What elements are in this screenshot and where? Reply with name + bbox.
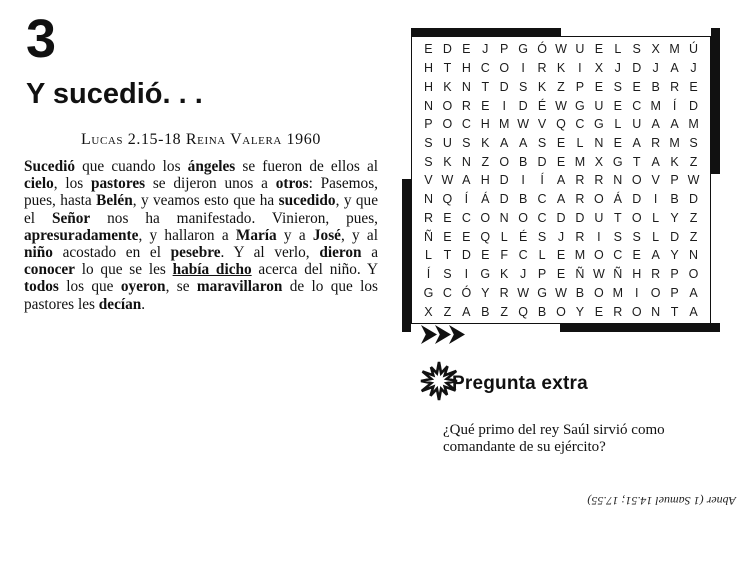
extra-question <box>443 422 665 455</box>
grid-letter: I <box>578 61 582 76</box>
grid-letter: V <box>424 173 433 188</box>
grid-letter: D <box>537 154 547 169</box>
grid-letter: O <box>480 210 491 225</box>
passage-segment: había dicho <box>172 261 252 279</box>
grid-letter: O <box>688 267 699 282</box>
grid-letter: K <box>556 61 566 76</box>
grid-letter: X <box>651 42 660 57</box>
grid-letter: B <box>651 79 660 94</box>
grid-letter: C <box>442 285 452 300</box>
grid-letter: D <box>575 210 585 225</box>
grid-letter: S <box>613 79 622 94</box>
grid-letter: W <box>555 42 567 57</box>
passage-segment: : Pasemos, pues, hasta <box>24 175 378 210</box>
grid-letter: N <box>651 304 661 319</box>
grid-letter: W <box>555 285 567 300</box>
passage-segment: dieron <box>319 244 362 262</box>
grid-letter: Z <box>443 304 452 319</box>
grid-letter: M <box>612 285 623 300</box>
grid-letter: K <box>537 79 547 94</box>
grid-letter: N <box>423 98 433 113</box>
grid-letter: O <box>593 285 604 300</box>
passage-segment: pesebre <box>170 244 221 262</box>
grid-letter: Y <box>481 285 490 300</box>
grid-letter: D <box>670 229 680 244</box>
grid-letter: B <box>575 285 585 300</box>
grid-letter: H <box>423 79 433 94</box>
grid-letter: T <box>481 79 490 94</box>
passage-segment: , y al <box>340 226 378 244</box>
grid-letter: N <box>613 173 623 188</box>
grid-letter: U <box>594 210 604 225</box>
grid-letter: D <box>499 79 509 94</box>
grid-letter: U <box>632 117 642 132</box>
grid-letter: K <box>500 267 509 282</box>
pregunta-extra-label: Pregunta extra <box>452 373 588 394</box>
grid-letter: Ñ <box>613 267 623 282</box>
grid-letter: R <box>613 304 623 319</box>
grid-letter: Y <box>670 210 679 225</box>
grid-letter: M <box>669 136 680 151</box>
grid-letter: T <box>613 210 622 225</box>
grid-letter: H <box>461 61 471 76</box>
grid-letter: Q <box>556 117 566 132</box>
grid-letter: Á <box>481 192 490 207</box>
arrow-right-icon <box>421 325 437 344</box>
grid-letter: O <box>442 117 453 132</box>
grid-letter: A <box>670 61 679 76</box>
grid-letter: I <box>521 61 525 76</box>
grid-letter: Í <box>672 98 677 113</box>
passage-segment: . <box>141 295 146 313</box>
grid-letter: E <box>556 248 566 263</box>
grid-letter: E <box>689 79 698 94</box>
grid-letter: S <box>613 229 622 244</box>
grid-letter: M <box>650 98 661 113</box>
grid-letter: N <box>423 192 433 207</box>
grid-letter: P <box>670 285 679 300</box>
grid-letter: J <box>482 42 489 57</box>
passage-segment: acostado en el <box>52 244 171 262</box>
grid-letter: R <box>575 229 585 244</box>
grid-letter: S <box>537 136 547 151</box>
grid-letter: E <box>443 229 452 244</box>
grid-letter: Q <box>442 192 453 207</box>
grid-letter: D <box>461 248 471 263</box>
grid-letter: H <box>632 267 642 282</box>
grid-letter: U <box>575 42 585 57</box>
grid-letter: P <box>424 117 433 132</box>
passage-segment: , y veamos esto que ha <box>132 192 279 210</box>
puzzle-title: Y sucedió. . . <box>26 78 203 110</box>
extra-question-line: comandante de su ejército? <box>443 438 606 455</box>
passage-segment: cielo <box>24 175 54 193</box>
grid-letter: Z <box>689 229 698 244</box>
arrow-right-icon <box>449 325 465 344</box>
grid-letter: I <box>653 192 658 207</box>
grid-letter: B <box>518 192 528 207</box>
grid-letter: P <box>537 267 547 282</box>
grid-letter: B <box>537 304 547 319</box>
grid-letter: R <box>594 173 604 188</box>
passage-segment: y a <box>276 226 313 244</box>
grid-letter: E <box>632 248 641 263</box>
grid-letter: E <box>462 42 471 57</box>
passage-segment: , y que el <box>24 192 378 227</box>
grid-letter: D <box>499 173 509 188</box>
grid-letter: Ñ <box>423 229 433 244</box>
grid-letter: E <box>443 210 452 225</box>
passage-segment: sucedido <box>278 192 336 210</box>
grid-letter: A <box>689 285 698 300</box>
grid-letter: S <box>424 154 433 169</box>
passage-segment: Señor <box>51 209 91 227</box>
passage-segment: los que <box>58 278 121 296</box>
grid-letter: S <box>632 42 641 57</box>
frame-bar-bottom <box>560 323 720 332</box>
grid-letter: C <box>518 248 528 263</box>
grid-letter: B <box>670 192 679 207</box>
grid-letter: Q <box>480 229 491 244</box>
grid-letter: O <box>593 248 604 263</box>
grid-letter: J <box>557 229 565 244</box>
grid-letter: L <box>424 248 432 263</box>
grid-letter: E <box>556 136 566 151</box>
scripture-reference: Lucas 2.15-18 Reina Valera 1960 <box>81 131 321 148</box>
grid-letter: R <box>651 136 661 151</box>
grid-letter: N <box>461 154 471 169</box>
triple-right-arrows <box>421 325 463 344</box>
frame-bar-right <box>711 28 720 174</box>
grid-letter: A <box>651 248 660 263</box>
grid-letter: R <box>575 173 585 188</box>
upside-down-answer: Abner (1 Samuel 14.51; 17.55) <box>587 494 736 508</box>
grid-letter: E <box>613 98 622 113</box>
grid-letter: P <box>575 79 585 94</box>
grid-letter: C <box>537 192 547 207</box>
grid-letter: I <box>521 173 525 188</box>
grid-letter: D <box>442 42 452 57</box>
grid-letter: B <box>481 304 490 319</box>
grid-letter: O <box>442 98 453 113</box>
passage-segment: apresuradamente <box>24 226 139 244</box>
passage-segment: , se <box>165 278 197 296</box>
grid-letter: O <box>518 210 528 225</box>
puzzle-number: 3 <box>26 9 55 69</box>
grid-letter: A <box>556 173 566 188</box>
grid-letter: K <box>481 136 490 151</box>
passage-segment: maravillaron <box>196 278 283 296</box>
grid-letter: N <box>594 136 604 151</box>
grid-letter: O <box>631 304 642 319</box>
grid-letter: S <box>443 267 452 282</box>
wordsearch-panel <box>400 28 720 332</box>
grid-letter: O <box>650 285 661 300</box>
grid-letter: W <box>555 98 567 113</box>
grid-letter: L <box>652 210 660 225</box>
grid-letter: T <box>443 61 452 76</box>
grid-letter: A <box>632 136 641 151</box>
wordsearch-grid <box>411 36 711 324</box>
grid-letter: U <box>442 136 452 151</box>
grid-letter: A <box>500 136 509 151</box>
grid-letter: Z <box>500 304 508 319</box>
grid-letter: E <box>632 79 641 94</box>
grid-letter: U <box>594 98 604 113</box>
grid-letter: N <box>499 210 509 225</box>
grid-letter: L <box>500 229 508 244</box>
grid-letter: J <box>652 61 659 76</box>
grid-letter: C <box>537 210 547 225</box>
extra-question-line: ¿Qué primo del rey Saúl sirvió como <box>443 422 665 438</box>
grid-letter: O <box>631 210 642 225</box>
grid-letter: O <box>499 61 510 76</box>
grid-letter: A <box>651 117 660 132</box>
grid-letter: F <box>500 248 508 263</box>
grid-letter: V <box>537 117 547 132</box>
passage-segment: oyeron <box>120 278 166 296</box>
grid-letter: R <box>670 79 680 94</box>
grid-letter: E <box>556 267 566 282</box>
grid-letter: H <box>480 173 490 188</box>
passage-segment: decían <box>98 295 142 313</box>
grid-letter: N <box>461 79 471 94</box>
grid-letter: G <box>575 98 585 113</box>
passage-segment: Belén <box>96 192 133 210</box>
grid-letter: Ó <box>537 42 547 57</box>
passage-segment: pastores <box>90 175 146 193</box>
grid-letter: Z <box>481 154 490 169</box>
grid-letter: E <box>594 42 604 57</box>
grid-letter: E <box>462 229 471 244</box>
grid-letter: Í <box>540 173 544 188</box>
passage-segment: que cuando los <box>75 158 188 175</box>
grid-letter: É <box>537 98 547 113</box>
grid-letter: L <box>614 42 622 57</box>
grid-letter: C <box>632 98 642 113</box>
grid-letter: I <box>502 98 506 113</box>
passage-segment: todos <box>24 278 59 296</box>
grid-letter: Q <box>518 304 528 319</box>
grid-letter: D <box>556 210 566 225</box>
grid-letter: É <box>518 229 528 244</box>
grid-letter: J <box>520 267 527 282</box>
grid-letter: Ú <box>689 42 699 57</box>
grid-letter: Á <box>613 192 622 207</box>
grid-letter: O <box>556 304 566 319</box>
passage-segment: nos ha manifestado. Vinieron, pues, <box>90 209 378 227</box>
pregunta-extra-header <box>419 361 588 401</box>
passage-segment: . Y al verlo, <box>220 244 320 262</box>
grid-letter: E <box>481 248 490 263</box>
grid-letter: E <box>481 98 490 113</box>
scripture-passage <box>24 158 378 313</box>
grid-letter: R <box>575 192 585 207</box>
passage-segment: conocer <box>24 261 75 279</box>
grid-letter: L <box>652 229 660 244</box>
grid-letter: N <box>689 248 699 263</box>
grid-letter: W <box>441 173 454 188</box>
grid-letter: D <box>518 98 528 113</box>
grid-letter: S <box>689 136 698 151</box>
grid-letter: L <box>538 248 546 263</box>
passage-segment: , los <box>53 175 91 193</box>
grid-letter: M <box>574 248 586 263</box>
grid-letter: Í <box>464 192 469 207</box>
grid-letter: A <box>462 173 471 188</box>
grid-letter: I <box>597 229 601 244</box>
grid-letter: E <box>424 42 433 57</box>
grid-letter: S <box>462 136 471 151</box>
grid-letter: S <box>424 136 433 151</box>
passage-segment: Sucedió <box>24 158 75 175</box>
grid-letter: G <box>423 285 434 300</box>
grid-letter: R <box>537 61 547 76</box>
grid-letter: W <box>517 117 530 132</box>
passage-segment: otros <box>275 175 309 193</box>
grid-letter: M <box>669 42 680 57</box>
grid-letter: X <box>594 61 604 76</box>
grid-letter: D <box>689 192 699 207</box>
grid-letter: W <box>517 285 530 300</box>
passage-segment: a <box>361 244 379 262</box>
grid-letter: H <box>480 117 490 132</box>
grid-letter: Z <box>557 79 565 94</box>
grid-letter: A <box>651 154 660 169</box>
grid-letter: P <box>670 173 679 188</box>
arrow-right-icon <box>435 325 451 344</box>
grid-letter: G <box>480 267 491 282</box>
grid-letter: D <box>689 98 699 113</box>
grid-letter: O <box>593 192 604 207</box>
grid-letter: Y <box>575 304 585 319</box>
grid-letter: Y <box>670 248 679 263</box>
grid-letter: B <box>518 154 528 169</box>
grid-letter: D <box>632 61 642 76</box>
frame-bar-left <box>402 179 411 332</box>
grid-letter: T <box>443 248 452 263</box>
passage-segment: María <box>235 226 277 244</box>
grid-letter: M <box>498 117 510 132</box>
passage-segment: se dijeron unos a <box>145 175 276 193</box>
grid-letter: W <box>592 267 605 282</box>
grid-letter: S <box>518 79 528 94</box>
grid-letter: I <box>464 267 469 282</box>
grid-letter: E <box>594 304 604 319</box>
grid-letter: R <box>461 98 471 113</box>
grid-letter: Ó <box>461 285 472 300</box>
grid-letter: O <box>631 173 642 188</box>
passage-segment: , y hallaron a <box>138 226 236 244</box>
grid-letter: P <box>500 42 509 57</box>
grid-letter: S <box>537 229 547 244</box>
grid-letter: T <box>632 154 641 169</box>
grid-letter: D <box>499 192 509 207</box>
grid-letter: J <box>614 61 621 76</box>
grid-letter: K <box>443 154 452 169</box>
grid-letter: K <box>443 79 452 94</box>
grid-letter: E <box>556 154 566 169</box>
grid-letter: G <box>593 117 604 132</box>
grid-letter: D <box>632 192 642 207</box>
grid-letter: R <box>651 267 661 282</box>
grid-letter: L <box>614 117 622 132</box>
grid-letter: P <box>670 267 679 282</box>
grid-letter: L <box>576 136 584 151</box>
grid-letter: Z <box>689 154 698 169</box>
grid-letter: A <box>670 117 679 132</box>
grid-letter: Í <box>426 267 431 282</box>
grid-letter: W <box>687 173 700 188</box>
grid-letter: G <box>537 285 547 300</box>
grid-letter: K <box>670 154 679 169</box>
grid-letter: C <box>575 117 585 132</box>
grid-letter: O <box>499 154 510 169</box>
passage-segment: ángeles <box>187 158 236 175</box>
grid-letter: V <box>651 173 660 188</box>
passage-segment: niño <box>24 244 53 262</box>
grid-letter: M <box>574 154 586 169</box>
passage-segment: lo que se les <box>74 261 173 279</box>
grid-letter: E <box>613 136 622 151</box>
grid-letter: Ñ <box>575 267 585 282</box>
grid-letter: G <box>518 42 528 57</box>
grid-letter: X <box>424 304 433 319</box>
grid-letter: M <box>688 117 699 132</box>
grid-letter: C <box>613 248 623 263</box>
grid-letter: E <box>594 79 604 94</box>
grid-letter: C <box>461 210 471 225</box>
passage-segment: José <box>312 226 341 244</box>
grid-letter: R <box>499 285 509 300</box>
grid-letter: J <box>690 61 697 76</box>
grid-letter: Z <box>689 210 698 225</box>
grid-letter: C <box>480 61 490 76</box>
grid-letter: H <box>423 61 433 76</box>
passage-segment: acerca del niño. Y <box>251 261 378 279</box>
passage-segment: de lo que los pastores les <box>24 278 378 313</box>
grid-letter: A <box>518 136 528 151</box>
grid-letter: C <box>461 117 471 132</box>
grid-letter: X <box>594 154 604 169</box>
grid-letter: R <box>423 210 433 225</box>
grid-letter: I <box>634 285 639 300</box>
passage-segment: se fueron de ellos al <box>235 158 378 175</box>
grid-letter: G <box>612 154 623 169</box>
grid-letter: T <box>670 304 679 319</box>
grid-letter: A <box>462 304 471 319</box>
grid-letter: S <box>632 229 641 244</box>
grid-letter: A <box>556 192 566 207</box>
grid-letter: A <box>689 304 698 319</box>
